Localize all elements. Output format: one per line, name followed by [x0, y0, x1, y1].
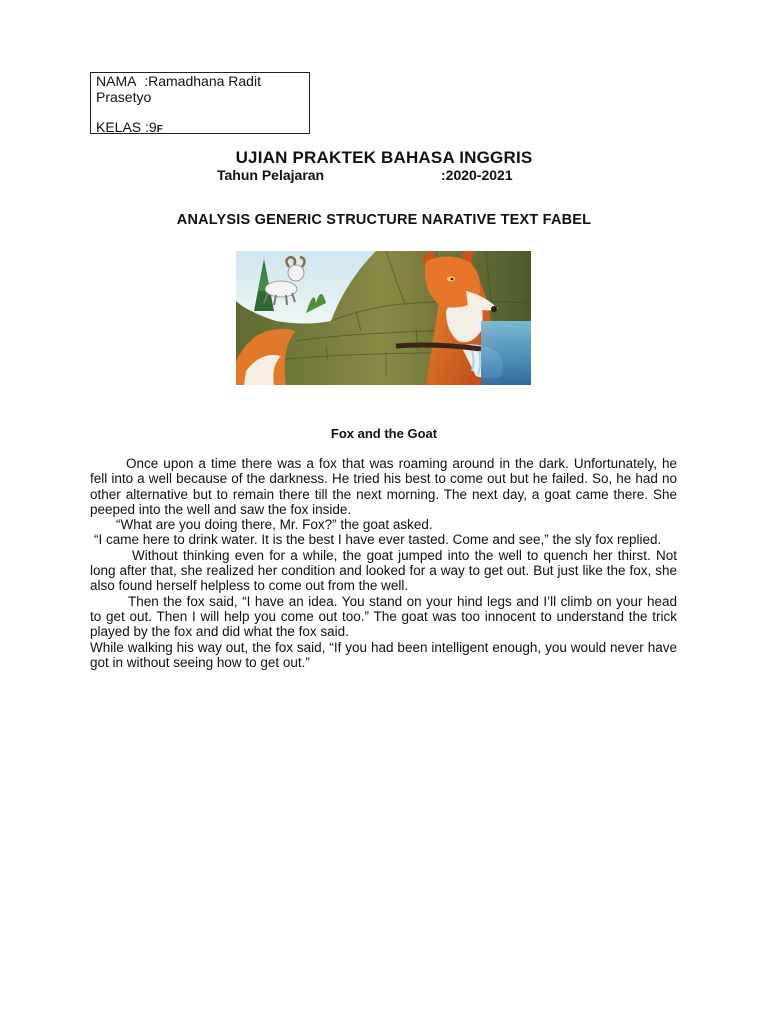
story-paragraph: While walking his way out, the fox said, “If you had been intelligent enough, you would never have got in without seeing how to get out.”	[90, 639, 677, 670]
story-paragraph: “What are you doing there, Mr. Fox?” the goat asked.	[116, 517, 433, 533]
class-suffix: F	[156, 124, 163, 135]
story-paragraph: Once upon a time there was a fox that was roaming around in the dark. Unfortunately, he fell into a well because of the darkness. He tried his best to come out but he failed. So, he had no other alternative but to remain there till the next morning. The next day, a goat came there. She peeped into the well and saw the fox inside.	[90, 456, 677, 517]
analysis-subtitle: ANALYSIS GENERIC STRUCTURE NARATIVE TEXT FABEL	[176, 212, 592, 228]
name-label: NAMA	[96, 73, 137, 89]
student-class-line	[96, 120, 304, 138]
name-value: :Ramadhana Radit Prasetyo	[96, 73, 261, 105]
student-name-line	[96, 74, 304, 105]
student-identity-box	[90, 72, 310, 134]
class-label: KELAS :9	[96, 119, 157, 135]
story-paragraph: “I came here to drink water. It is the best I have ever tasted. Come and see,” the sly fox replied.	[94, 532, 662, 548]
exam-title: UJIAN PRAKTEK BAHASA INGGRIS	[235, 148, 533, 167]
academic-year-label: Tahun Pelajaran	[217, 167, 325, 183]
story-title: Fox and the Goat	[330, 426, 438, 441]
story-body	[90, 456, 677, 670]
fox-and-goat-illustration	[236, 251, 531, 385]
story-paragraph: Then the fox said, “I have an idea. You stand on your hind legs and I’ll climb on your head to get out. Then I will help you come out too.” The goat was too innocent to understand the trick played by the fox and did what the fox said.	[90, 593, 677, 640]
story-paragraph: Without thinking even for a while, the goat jumped into the well to quench her thirst. Not long after that, she realized her condition and looked for a way to get out. But just like the fox, she also found herself helpless to come out from the well.	[90, 547, 677, 594]
academic-year-value: :2020-2021	[441, 167, 513, 183]
